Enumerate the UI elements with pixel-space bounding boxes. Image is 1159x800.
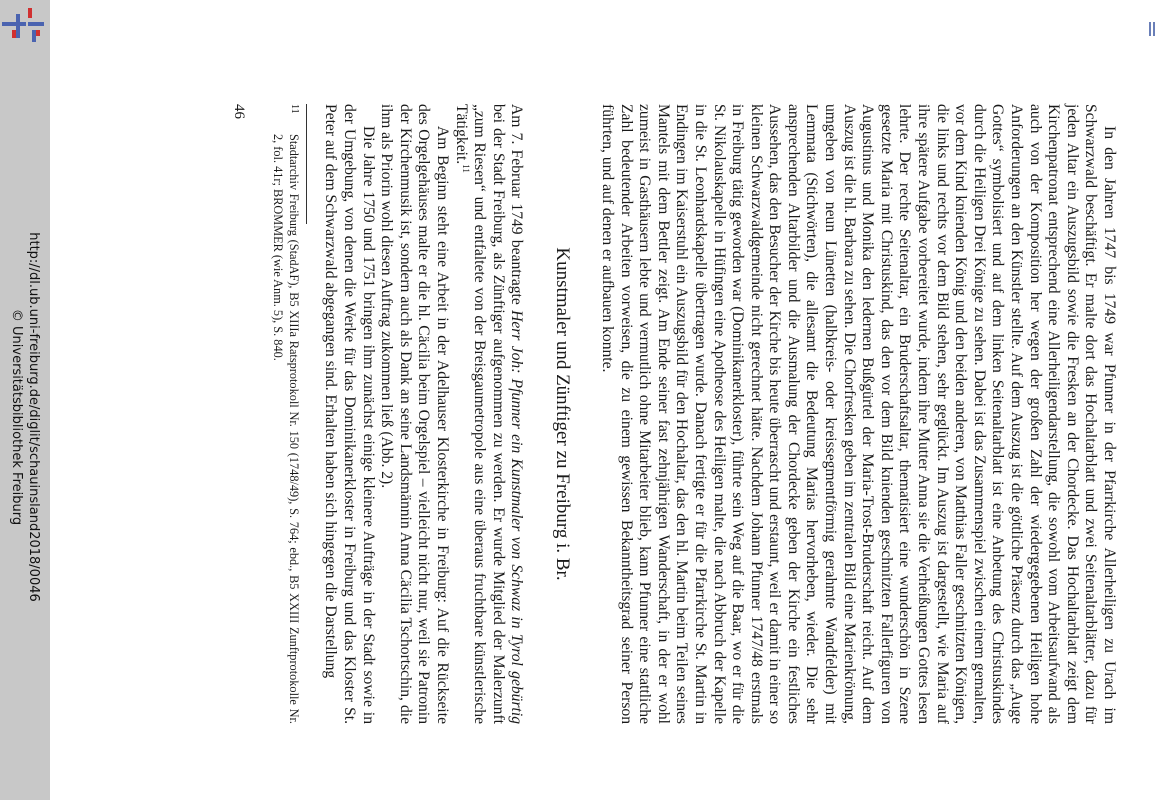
paragraph-quote-italic: Herr Joh: Pfunner ein Kunstmaler von Schwaz in Tyrol gebürtig (508, 310, 526, 724)
permalink-and-copyright (8, 17, 42, 800)
scanned-page (88, 98, 1118, 738)
body-paragraph (451, 104, 525, 724)
footnote-text: Stadtarchiv Freiburg (StadAF), B5 XIIIa Ratsprotokoll Nr. 150 (1748/49), S. 764; ebd., B5 XXIII Zunftprotokolle Nr. 2, fol. 41r; BROMMER (wie Anm. 5), S. 840. (270, 134, 301, 724)
footnote-reference[interactable]: 11 (460, 164, 471, 173)
body-paragraph: Am Beginn steht eine Arbeit in der Adelhauser Klosterkirche in Freiburg: Auf die Rückseite des Orgelgehäuses malte er die hl. Cäcilia beim Orgelspiel – vielleicht nicht nur, weil sie Patronin der Kirchenmusik ist, sondern auch als Dank an seine Landsmännin Anna Cäcilia Tschortschin, die ihm als Priorin wohl diesen Auftrag zukommen ließ (Abb. 2). (378, 104, 451, 724)
body-paragraph: In den Jahren 1747 bis 1749 war Pfunner in der Pfarrkirche Allerheiligen zu Urach im Schwarzwald beschäftigt. Er malte dort das Hochaltarblatt und zwei Seitenaltarblätter, dazu für jeden Altar ein Auszugsbild sowie die Fresken an der Chordecke. Das Hochaltarblatt zeigt dem Kirchenpatronat entsprechend eine Allerheiligendarstellung, die sowohl vom Arbeitsaufwand als auch von der Komposition her wegen der großen Zahl der wiedergegebenen Heiligen hohe Anforderungen an den Künstler stellte. Auf dem Auszug ist die göttliche Präsenz durch das „Auge Gottes“ symbolisiert und auf dem linken Seitenaltarblatt ist eine Anbetung des Christuskindes durch die Heiligen Drei Könige zu sehen. Dabei ist das Zusammenspiel zwischen einem gemalten, vor dem Kind knienden König und den beiden anderen, von Matthias Faller geschnitzten Königen, die links und rechts vor dem Bild stehen, sehr geglückt. Im Auszug ist dargestellt, wie Maria auf ihre spätere Aufgabe vorbereitet wurde, indem ihre Mutter Anna sie die Verheißungen Gottes lesen lehrte. Der rechte Seitenaltar, ein Bruderschaftsaltar, thematisiert eine wunderschön in Szene gesetzte Maria mit Christuskind, das den vor dem Bild knienden geschnitzten Fallerfiguren von Augustinus und Monika den ledernen Bußgürtel der Maria-Trost-Bruderschaft reicht. Auf dem Auszug ist die hl. Barbara zu sehen. Die Chorfresken geben im zentralen Bild eine Marienkrönung, umgeben von neun Lünetten (halbkreis- oder kreissegmentförmig gerahmte Wandfelder) mit Lemmata (Stichwörten), die allesamt die Bedeutung Marias hervorheben, wieder. Die sehr ansprechenden Altarbilder und die Ausmalung der Chordecke geben der Kirche ein festliches Aussehen, das den Besucher der Kirche bis heute überrascht und erstaunt, weil er damit in einer so kleinen Schwarzwaldgemeinde nicht gerechnet hätte. Nachdem Johann Pfunner 1747/48 erstmals in Freiburg tätig geworden war (Dominikanerkloster), führte sein Weg auf die Baar, wo er für die St. Nikolauskapelle in Hüfingen eine Apotheose des Heiligen malte, die nach Abbruch der Kapelle in die St. Leonhardskapelle übertragen wurde. Danach fertigte er für die Pfarrkirche St. Martin in Endingen im Kaiserstuhl ein Auszugsbild für den Hochaltar, das den hl. Martin beim Teilen seines Mantels mit dem Bettler zeigt. Am Ende seiner fast zehnjährigen Wanderschaft, in der er wohl zumeist in Gasthäusern lebte und vermutlich ohne Mitarbeiter blieb, kann Pfunner eine stattliche Zahl bedeutender Arbeiten vorweisen, die zu einem gewissen Bekanntheitsgrad seiner Person führten, und auf denen er aufbauen konnte. (598, 104, 1118, 724)
paragraph-text: Am 7. Februar 1749 beantragte (508, 104, 526, 311)
footnote-divider (306, 104, 307, 224)
footnote-number: 11 (288, 104, 300, 114)
copyright-notice: © Universitätsbibliothek Freiburg (9, 308, 24, 526)
paragraph-text: bei der Stadt Freiburg, als Zünftiger aufgenommen zu werden. Er wurde Mitglied der Malerzunft „zum Riesen“ und entfaltete von der Breisgaumetropole aus eine überaus fruchtbare künstlerische Tätigkeit. (452, 104, 507, 724)
page-edge-mark-icon (1149, 22, 1155, 36)
body-paragraph: Die Jahre 1750 und 1751 bringen ihm zunächst einige kleinere Aufträge in der Stadt sowie in der Umgebung, von denen die Werke für das Dominikanerkloster in Freiburg und das Kloster St. Peter auf dem Schwarzwald abgegangen sind. Erhalten haben sich hingegen die Darstellung (322, 104, 377, 724)
scanned-page-viewport (88, 98, 1118, 738)
permalink-url[interactable]: http://dl.ub.uni-freiburg.de/diglit/schauinsland2018/0046 (26, 232, 41, 602)
page-number: 46 (230, 104, 247, 119)
section-heading: Kunstmaler und Zünftiger zu Freiburg i. Br. (552, 247, 574, 581)
viewer-sidebar (0, 0, 50, 800)
footnote (270, 104, 302, 724)
